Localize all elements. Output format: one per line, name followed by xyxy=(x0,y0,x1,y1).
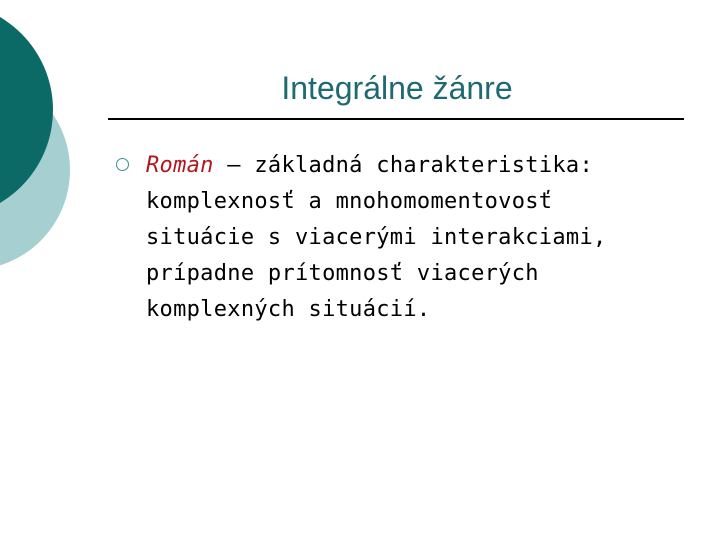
bullet-icon xyxy=(116,158,129,171)
title-divider xyxy=(108,118,684,120)
bullet-emphasis: Román xyxy=(146,153,214,178)
bullet-item xyxy=(146,148,692,328)
bullet-line: – základná charakteristika: xyxy=(213,153,593,178)
bullet-line: komplexnosť a mnohomomentovosť xyxy=(146,189,553,214)
slide-body xyxy=(112,148,692,328)
bullet-line: prípadne prítomnosť viacerých xyxy=(146,261,539,286)
bullet-line: situácie s viacerými interakciami, xyxy=(146,225,607,250)
slide-title: Integrálne žánre xyxy=(281,70,513,106)
bullet-line: komplexných situácií. xyxy=(146,297,431,322)
